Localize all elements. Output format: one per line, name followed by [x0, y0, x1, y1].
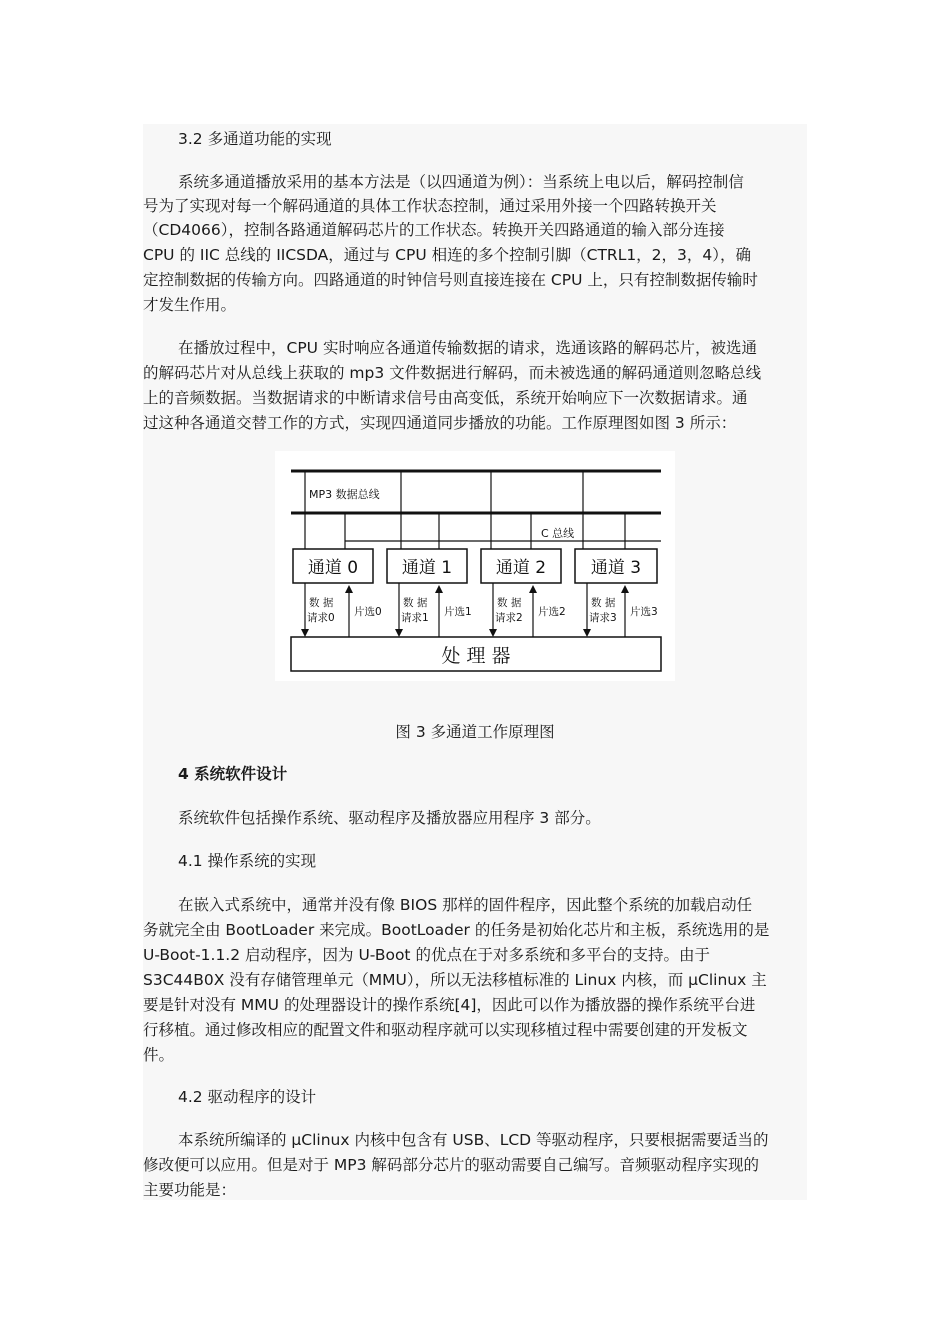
- request-top-label: 数 据: [309, 597, 334, 609]
- paragraph-line: 才发生作用。: [143, 296, 237, 314]
- section-heading-4-2: 4.2 驱动程序的设计: [178, 1088, 317, 1106]
- section-heading-4-1: 4.1 操作系统的实现: [178, 852, 317, 870]
- channel-label-1: 通道 1: [401, 558, 453, 578]
- request-top-label: 数 据: [497, 597, 522, 609]
- mp3-bus-label: MP3 数据总线: [309, 488, 380, 501]
- paragraph-line: 本系统所编译的 μClinux 内核中包含有 USB、LCD 等驱动程序，只要根据需要适当的: [178, 1131, 769, 1149]
- paragraph-line: 定控制数据的传输方向。四路通道的时钟信号则直接连接在 CPU 上，只有控制数据传输时: [143, 271, 758, 289]
- request-top-label: 数 据: [403, 597, 428, 609]
- request-label-1: 请求1: [401, 612, 429, 624]
- c-bus-label: C 总线: [541, 527, 575, 540]
- paragraph-line: 在播放过程中，CPU 实时响应各通道传输数据的请求，选通该路的解码芯片，被选通: [178, 339, 757, 357]
- request-top-label: 数 据: [591, 597, 616, 609]
- request-label-2: 请求2: [495, 612, 523, 624]
- paragraph-line: U-Boot-1.1.2 启动程序，因为 U-Boot 的优点在于对多系统和多平台的支持。由于: [143, 946, 710, 964]
- select-label-1: 片选1: [444, 606, 472, 618]
- paragraph-line: 修改便可以应用。但是对于 MP3 解码部分芯片的驱动需要自己编写。音频驱动程序实现的: [143, 1156, 759, 1174]
- figure-3-multichannel-diagram: [275, 451, 675, 681]
- diagram-svg: [275, 451, 675, 681]
- paragraph-line: S3C44B0X 没有存储管理单元（MMU），所以无法移植标准的 Linux 内核，而 μClinux 主: [143, 971, 767, 989]
- paragraph-line: 号为了实现对每一个解码通道的具体工作状态控制，通过采用外接一个四路转换开关: [143, 197, 717, 215]
- request-label-0: 请求0: [307, 612, 335, 624]
- paragraph-line: （CD4066），控制各路通道解码芯片的工作状态。转换开关四路通道的输入部分连接: [143, 221, 725, 239]
- paragraph-line: 件。: [143, 1046, 175, 1064]
- section-heading-4: 4 系统软件设计: [178, 765, 288, 783]
- figure-caption: 图 3 多通道工作原理图: [395, 723, 555, 741]
- channel-label-0: 通道 0: [307, 558, 359, 578]
- paragraph-line: 系统多通道播放采用的基本方法是（以四通道为例）：当系统上电以后，解码控制信: [178, 173, 744, 191]
- request-label-3: 请求3: [589, 612, 617, 624]
- paragraph-line: CPU 的 IIC 总线的 IICSDA，通过与 CPU 相连的多个控制引脚（CTRL1，2，3，4），确: [143, 246, 752, 264]
- processor-label: 处 理 器: [441, 645, 511, 667]
- section-heading-3-2: 3.2 多通道功能的实现: [178, 130, 332, 148]
- paragraph-line: 的解码芯片对从总线上获取的 mp3 文件数据进行解码，而未被选通的解码通道则忽略总线: [143, 364, 762, 382]
- paragraph-line: 上的音频数据。当数据请求的中断请求信号由高变低，系统开始响应下一次数据请求。通: [143, 389, 748, 407]
- paragraph-line: 主要功能是：: [143, 1181, 237, 1199]
- paragraph-line: 在嵌入式系统中，通常并没有像 BIOS 那样的固件程序，因此整个系统的加载启动任: [178, 896, 753, 914]
- paragraph-line: 要是针对没有 MMU 的处理器设计的操作系统[4]，因此可以作为播放器的操作系统平台进: [143, 996, 756, 1014]
- select-label-0: 片选0: [354, 606, 382, 618]
- paragraph-line: 行移植。通过修改相应的配置文件和驱动程序就可以实现移植过程中需要创建的开发板文: [143, 1021, 748, 1039]
- select-label-2: 片选2: [538, 606, 566, 618]
- channel-label-2: 通道 2: [495, 558, 547, 578]
- select-label-3: 片选3: [630, 606, 658, 618]
- channel-label-3: 通道 3: [590, 558, 642, 578]
- paragraph-line: 务就完全由 BootLoader 来完成。BootLoader 的任务是初始化芯片和主板，系统选用的是: [143, 921, 770, 939]
- paragraph-line: 过这种各通道交替工作的方式，实现四通道同步播放的功能。工作原理图如图 3 所示：: [143, 414, 737, 432]
- paragraph-line: 系统软件包括操作系统、驱动程序及播放器应用程序 3 部分。: [178, 809, 601, 827]
